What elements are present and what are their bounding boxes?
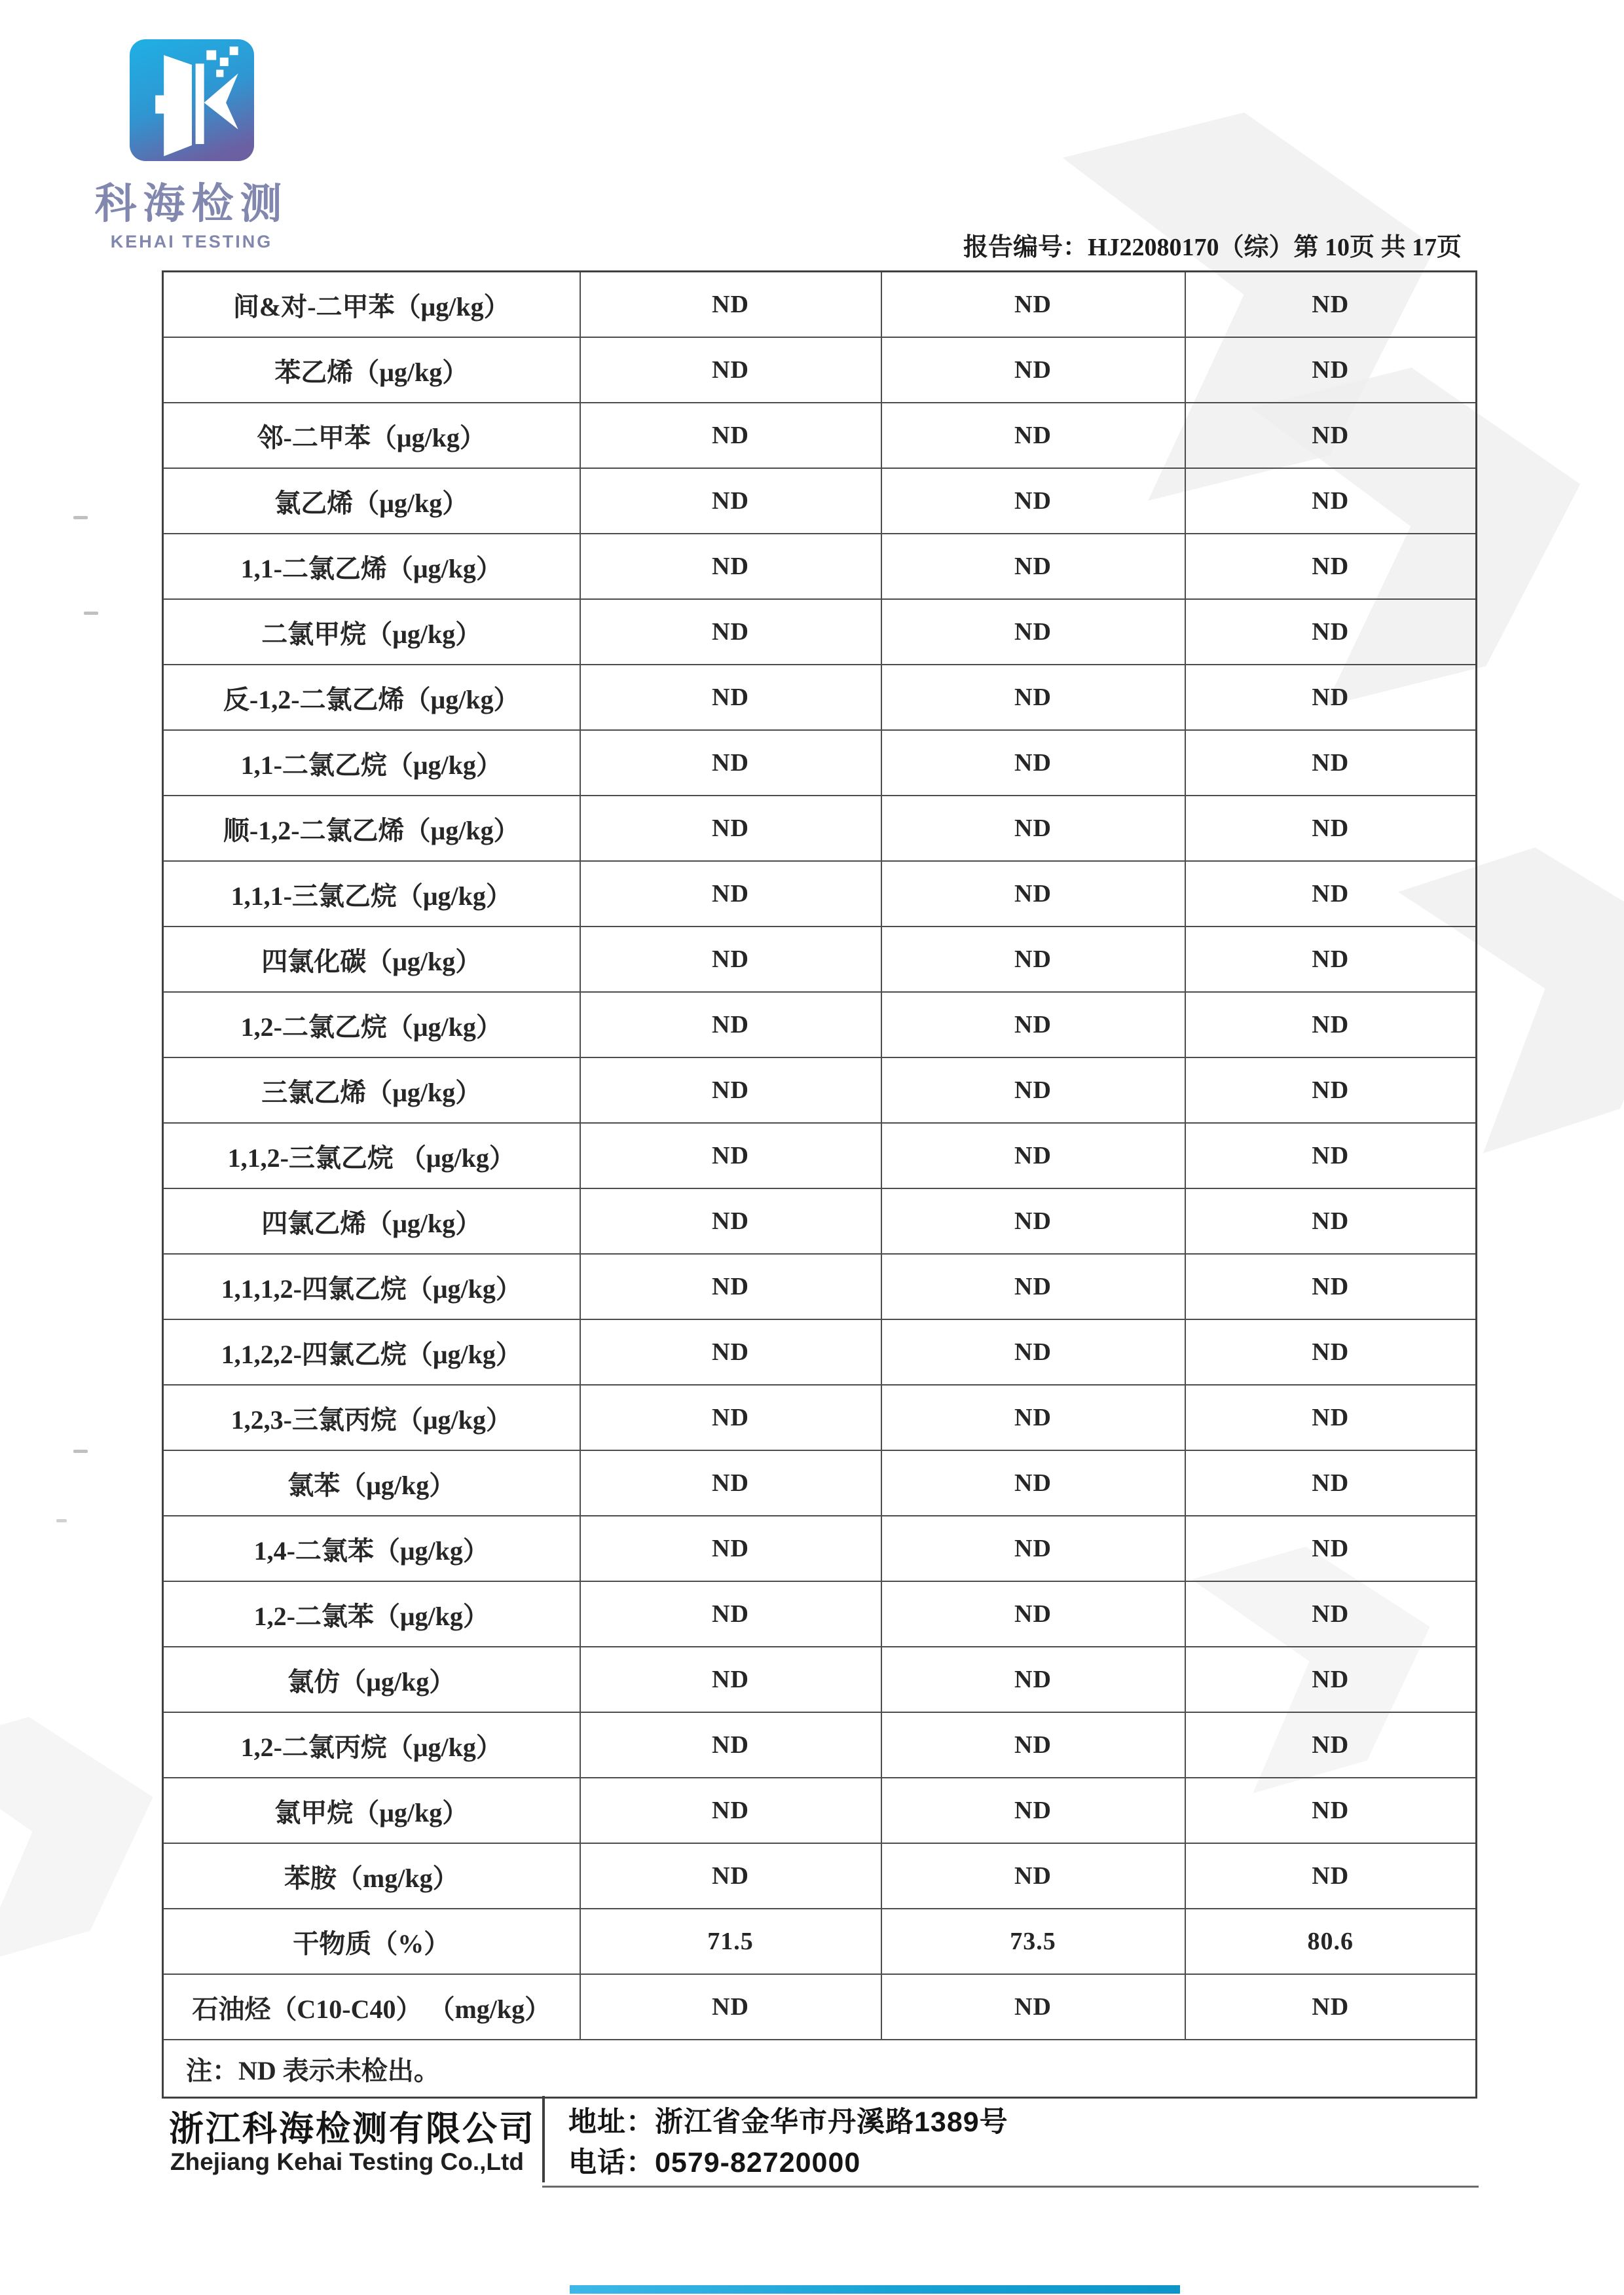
scan-ghost-watermark (0, 1690, 183, 1964)
table-row (163, 534, 1477, 599)
sample2-value-cell: ND (881, 1516, 1185, 1581)
results-table (162, 270, 1477, 2099)
sample1-value-cell: ND (580, 796, 881, 861)
sample3-value-cell: ND (1185, 1516, 1477, 1581)
sample1-value-cell: ND (580, 403, 881, 468)
sample1-value-cell: ND (580, 468, 881, 534)
sample2-value-cell: ND (881, 730, 1185, 796)
sample2-value-cell: ND (881, 1254, 1185, 1319)
parameter-name-cell: 二氯甲烷（μg/kg） (163, 599, 580, 665)
sample2-value-cell: ND (881, 1712, 1185, 1778)
parameter-name-cell: 1,1,1,2-四氯乙烷（μg/kg） (163, 1254, 580, 1319)
sample1-value-cell: ND (580, 1188, 881, 1254)
sample3-value-cell: ND (1185, 796, 1477, 861)
parameter-name-cell: 氯甲烷（μg/kg） (163, 1778, 580, 1843)
parameter-name-cell: 1,2-二氯丙烷（μg/kg） (163, 1712, 580, 1778)
sample2-value-cell: ND (881, 272, 1185, 338)
table-row (163, 1909, 1477, 1974)
table-row (163, 468, 1477, 534)
parameter-name-cell: 1,2-二氯乙烷（μg/kg） (163, 992, 580, 1057)
parameter-name-cell: 1,4-二氯苯（μg/kg） (163, 1516, 580, 1581)
table-row (163, 337, 1477, 403)
parameter-name-cell: 苯乙烯（μg/kg） (163, 337, 580, 403)
sample1-value-cell: 71.5 (580, 1909, 881, 1974)
sample1-value-cell: ND (580, 730, 881, 796)
table-row (163, 599, 1477, 665)
sample3-value-cell: ND (1185, 272, 1477, 338)
footer-company-name-cn: 浙江科海检测有限公司 (169, 2110, 536, 2148)
table-row (163, 1450, 1477, 1516)
sample1-value-cell: ND (580, 1843, 881, 1909)
logo-name-en: KEHAI TESTING (110, 232, 273, 251)
table-note-row (163, 2040, 1477, 2098)
scan-artifact-dash (84, 612, 98, 615)
sample2-value-cell: ND (881, 927, 1185, 992)
table-row (163, 1385, 1477, 1450)
sample1-value-cell: ND (580, 1319, 881, 1385)
scan-artifact-dash (56, 1519, 67, 1522)
sample1-value-cell: ND (580, 1516, 881, 1581)
table-row (163, 1974, 1477, 2040)
sample1-value-cell: ND (580, 534, 881, 599)
sample3-value-cell: ND (1185, 1450, 1477, 1516)
sample2-value-cell: ND (881, 337, 1185, 403)
sample1-value-cell: ND (580, 1712, 881, 1778)
sample1-value-cell: ND (580, 861, 881, 927)
table-row (163, 730, 1477, 796)
sample3-value-cell: ND (1185, 861, 1477, 927)
parameter-name-cell: 1,1-二氯乙烯（μg/kg） (163, 534, 580, 599)
sample2-value-cell: ND (881, 1319, 1185, 1385)
sample3-value-cell: ND (1185, 927, 1477, 992)
table-row (163, 861, 1477, 927)
sample3-value-cell: ND (1185, 992, 1477, 1057)
sample2-value-cell: ND (881, 1974, 1185, 2040)
bottom-accent-bar (570, 2285, 1180, 2294)
footer-divider (542, 2096, 545, 2182)
sample1-value-cell: ND (580, 337, 881, 403)
parameter-name-cell: 氯苯（μg/kg） (163, 1450, 580, 1516)
sample3-value-cell: ND (1185, 1647, 1477, 1712)
table-row (163, 1057, 1477, 1123)
sample3-value-cell: ND (1185, 1123, 1477, 1188)
company-logo (79, 39, 304, 252)
sample3-value-cell: ND (1185, 403, 1477, 468)
sample1-value-cell: ND (580, 1778, 881, 1843)
parameter-name-cell: 干物质（%） (163, 1909, 580, 1974)
table-row (163, 403, 1477, 468)
sample3-value-cell: ND (1185, 1319, 1477, 1385)
sample3-value-cell: ND (1185, 1254, 1477, 1319)
sample1-value-cell: ND (580, 1974, 881, 2040)
sample1-value-cell: ND (580, 927, 881, 992)
table-row (163, 1778, 1477, 1843)
sample2-value-cell: ND (881, 1385, 1185, 1450)
sample2-value-cell: ND (881, 1581, 1185, 1647)
parameter-name-cell: 顺-1,2-二氯乙烯（μg/kg） (163, 796, 580, 861)
sample2-value-cell: ND (881, 1647, 1185, 1712)
parameter-name-cell: 苯胺（mg/kg） (163, 1843, 580, 1909)
sample2-value-cell: ND (881, 1123, 1185, 1188)
sample3-value-cell: ND (1185, 1385, 1477, 1450)
scan-artifact-dash (73, 516, 88, 519)
sample3-value-cell: ND (1185, 1581, 1477, 1647)
footer-company-name-en: Zhejiang Kehai Testing Co.,Ltd (170, 2148, 524, 2175)
results-table-body (163, 272, 1477, 2098)
parameter-name-cell: 邻-二甲苯（μg/kg） (163, 403, 580, 468)
table-row (163, 1123, 1477, 1188)
sample1-value-cell: ND (580, 992, 881, 1057)
table-row (163, 927, 1477, 992)
parameter-name-cell: 氯乙烯（μg/kg） (163, 468, 580, 534)
parameter-name-cell: 1,2,3-三氯丙烷（μg/kg） (163, 1385, 580, 1450)
footer-phone: 电话：0579-82720000 (568, 2147, 861, 2178)
parameter-name-cell: 1,1-二氯乙烷（μg/kg） (163, 730, 580, 796)
logo-name-cn: 科海检测 (94, 180, 289, 227)
table-row (163, 1516, 1477, 1581)
sample3-value-cell: ND (1185, 1778, 1477, 1843)
sample2-value-cell: ND (881, 992, 1185, 1057)
sample1-value-cell: ND (580, 665, 881, 730)
table-row (163, 665, 1477, 730)
sample1-value-cell: ND (580, 1647, 881, 1712)
table-row (163, 1319, 1477, 1385)
sample1-value-cell: ND (580, 1057, 881, 1123)
table-row (163, 1843, 1477, 1909)
kehai-logo-icon (130, 39, 254, 161)
table-row (163, 272, 1477, 338)
sample3-value-cell: ND (1185, 337, 1477, 403)
sample1-value-cell: ND (580, 1450, 881, 1516)
table-row (163, 992, 1477, 1057)
sample2-value-cell: ND (881, 796, 1185, 861)
sample2-value-cell: ND (881, 1057, 1185, 1123)
table-note: 注：ND 表示未检出。 (163, 2040, 1477, 2098)
table-row (163, 796, 1477, 861)
footer-address: 地址：浙江省金华市丹溪路1389号 (568, 2106, 1008, 2138)
parameter-name-cell: 1,2-二氯苯（μg/kg） (163, 1581, 580, 1647)
sample1-value-cell: ND (580, 272, 881, 338)
sample3-value-cell: ND (1185, 534, 1477, 599)
footer-rule (542, 2186, 1479, 2188)
sample3-value-cell: ND (1185, 730, 1477, 796)
sample1-value-cell: ND (580, 1123, 881, 1188)
table-row (163, 1254, 1477, 1319)
sample3-value-cell: ND (1185, 599, 1477, 665)
sample2-value-cell: ND (881, 665, 1185, 730)
sample2-value-cell: ND (881, 468, 1185, 534)
report-number-line: 报告编号：HJ22080170（综）第 10页 共 17页 (963, 234, 1462, 261)
parameter-name-cell: 间&对-二甲苯（μg/kg） (163, 272, 580, 338)
table-row (163, 1712, 1477, 1778)
sample3-value-cell: ND (1185, 1188, 1477, 1254)
parameter-name-cell: 反-1,2-二氯乙烯（μg/kg） (163, 665, 580, 730)
table-row (163, 1581, 1477, 1647)
sample2-value-cell: ND (881, 534, 1185, 599)
sample3-value-cell: 80.6 (1185, 1909, 1477, 1974)
sample2-value-cell: 73.5 (881, 1909, 1185, 1974)
parameter-name-cell: 石油烃（C10-C40） （mg/kg） (163, 1974, 580, 2040)
parameter-name-cell: 1,1,2,2-四氯乙烷（μg/kg） (163, 1319, 580, 1385)
sample3-value-cell: ND (1185, 1843, 1477, 1909)
parameter-name-cell: 1,1,1-三氯乙烷（μg/kg） (163, 861, 580, 927)
sample3-value-cell: ND (1185, 1057, 1477, 1123)
sample3-value-cell: ND (1185, 468, 1477, 534)
sample3-value-cell: ND (1185, 1712, 1477, 1778)
parameter-name-cell: 四氯化碳（μg/kg） (163, 927, 580, 992)
sample2-value-cell: ND (881, 1843, 1185, 1909)
sample3-value-cell: ND (1185, 1974, 1477, 2040)
table-row (163, 1647, 1477, 1712)
parameter-name-cell: 四氯乙烯（μg/kg） (163, 1188, 580, 1254)
table-row (163, 1188, 1477, 1254)
sample1-value-cell: ND (580, 1581, 881, 1647)
parameter-name-cell: 1,1,2-三氯乙烷 （μg/kg） (163, 1123, 580, 1188)
sample3-value-cell: ND (1185, 665, 1477, 730)
sample2-value-cell: ND (881, 1778, 1185, 1843)
sample1-value-cell: ND (580, 1385, 881, 1450)
sample2-value-cell: ND (881, 403, 1185, 468)
sample1-value-cell: ND (580, 1254, 881, 1319)
parameter-name-cell: 三氯乙烯（μg/kg） (163, 1057, 580, 1123)
sample2-value-cell: ND (881, 599, 1185, 665)
scan-artifact-dash (73, 1450, 88, 1453)
sample1-value-cell: ND (580, 599, 881, 665)
sample2-value-cell: ND (881, 1450, 1185, 1516)
sample2-value-cell: ND (881, 1188, 1185, 1254)
parameter-name-cell: 氯仿（μg/kg） (163, 1647, 580, 1712)
sample2-value-cell: ND (881, 861, 1185, 927)
